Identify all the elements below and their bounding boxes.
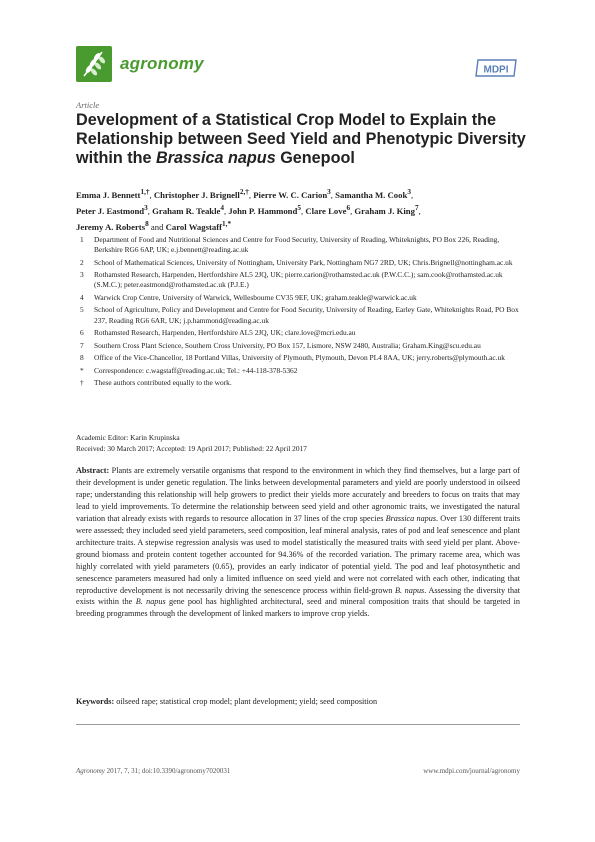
journal-logo[interactable]: [76, 46, 204, 82]
author[interactable]: Christopher J. Brignell$^{2,\dagger}$: [153, 188, 249, 200]
affiliation-list: [76, 235, 526, 391]
abstract-text: . Over 130 different traits were assessed; they included seed yield parameters, seed composition, leaf mineral analysis, rates of pod and leaf senescence and plant architecture traits. A stepwise regression analysis was used to model statistically the measured traits with seed yield per plant. Above-ground biomass and protein content together accounted for 94.36% of the recorded variation. The primary raceme area, which was highly correlated with yield parameters (0.65), provides an early indicator of potential yield. The pod and leaf photosynthetic and senescence parameters measured had only a limited influence on seed yield and were not correlated with each other, indicating that reproductive development is not necessarily driving the senescence process within field-grown: [76, 513, 521, 595]
affiliation-mark: 1: [80, 235, 84, 244]
abstract-text: gene pool has highlighted architectural, seed and mineral composition traits that should be targeted in breeding programmes through the development of linked markers to improve crop yields.: [76, 597, 521, 619]
author-sup: 7: [414, 203, 419, 212]
editorial-info: [76, 433, 307, 454]
affiliation-item: [76, 341, 526, 351]
author-sup: 6: [346, 203, 351, 212]
author[interactable]: Clare Love$^6$: [305, 203, 351, 216]
affiliation-text: Rothamsted Research, Harpenden, Hertfordshire AL5 2JQ, UK; pierre.carion@rothamsted.ac.uk (P.W.C.C.); sam.cook@rothamsted.ac.uk (S.M.C.); peter.eastmond@rothamsted.ac.uk (P.J.E.): [94, 270, 503, 290]
affiliation-text: Office of the Vice-Chancellor, 18 Portland Villas, University of Plymouth, Plymouth, Devon PL4 8AA, UK; jerry.roberts@plymouth.ac.uk: [94, 353, 505, 363]
abstract-text: . Assessing the diversity that exists within the: [76, 585, 520, 607]
abstract-label: Abstract:: [76, 466, 110, 475]
abstract: [76, 465, 520, 620]
author-sup: 2,†: [239, 188, 249, 196]
abstract-text: Plants are extremely versatile organisms that respond to the environment in which they find themselves, but a large part of their development is under genetic regulation. The links between developmental parameters and yield are poorly understood in oilseed rape; understanding this relationship will help growers to predict their yields more accurately and breeders to focus on traits that may lead to yield improvements. To determine the relationship between seed yield and other agronomic traits, we investigated the natural variation that already exists with regards to resource allocation in 37 lines of the crop species: [76, 466, 520, 523]
affiliation-item: [76, 235, 526, 255]
title-species: Brassica napus: [156, 149, 276, 167]
affiliation-item: [76, 270, 526, 290]
author[interactable]: Pierre W. C. Carion$^3$: [253, 188, 331, 200]
affiliation-mark: 3: [80, 270, 84, 280]
affiliation-text: These authors contributed equally to the work.: [94, 378, 232, 388]
footer-citation-text[interactable]: 2017, 7, 31; doi:10.3390/agronomy7020031: [104, 767, 231, 775]
wheat-icon: [76, 46, 112, 82]
author-sup: 3: [144, 203, 148, 212]
author-sup: 5: [297, 203, 301, 212]
affiliation-item: [76, 378, 526, 388]
keywords: [76, 697, 377, 706]
author-sup: 4: [220, 203, 225, 212]
affiliation-mark: 6: [80, 328, 84, 338]
affiliation-mark: 4: [80, 292, 84, 302]
affiliation-text: School of Agriculture, Policy and Development and Centre for Food Security, University of Reading, Earley Gate, Whiteknights Road, PO Box 237, Reading RG6 6AR, UK; j.p.hammond@reading.ac.uk: [94, 305, 519, 325]
journal-name: agronomy: [120, 54, 204, 73]
article-title: [76, 111, 526, 168]
affiliation-text: School of Mathematical Sciences, University of Nottingham, University Park, Nottingham NG7 2RD, UK; Chris.Brignell@nottingham.ac.uk: [94, 257, 513, 267]
affiliation-text: Rothamsted Research, Harpenden, Hertfordshire AL5 2JQ, UK; clare.love@mcri.edu.au: [94, 328, 356, 338]
author[interactable]: Graham R. Teakle$^4$: [152, 203, 225, 216]
affiliation-mark: *: [80, 365, 84, 375]
footer-journal: Agronomy: [76, 767, 105, 775]
footer-divider: [76, 724, 520, 725]
author[interactable]: Graham J. King$^7$: [354, 203, 419, 216]
abstract-species: Brassica napus: [385, 513, 437, 523]
author-sup: 3: [407, 188, 411, 196]
title-text: Development of a Statistical Crop Model to Explain the Relationship between Seed Yield and Phenotypic Diversity within the: [76, 111, 526, 167]
affiliation-item: [76, 305, 526, 325]
affiliation-text: Department of Food and Nutritional Sciences and Centre for Food Security, University of Reading, Whiteknights, PO Box 226, Reading, Berkshire RG6 6AP, UK; e.j.bennett@reading.ac.uk: [94, 235, 500, 255]
author[interactable]: Emma J. Bennett$^{1,\dagger}$: [76, 188, 150, 200]
author-sup: 1,†: [140, 188, 150, 196]
academic-editor: Academic Editor: Karin Krupinska: [76, 433, 180, 442]
abstract-species: B. napus: [135, 597, 166, 607]
title-text-end: Genepool: [275, 149, 355, 167]
keywords-text: oilseed rape; statistical crop model; plant development; yield; seed composition: [114, 697, 378, 706]
author-sup: 8: [145, 219, 149, 228]
affiliation-mark: 7: [80, 340, 84, 350]
affiliation-mark: †: [80, 378, 84, 388]
keywords-label: Keywords:: [76, 697, 115, 706]
article-type: Article: [76, 100, 100, 110]
author-sup: 3: [327, 188, 331, 196]
affiliation-mark: 8: [80, 353, 84, 363]
footer-url[interactable]: www.mdpi.com/journal/agronomy: [423, 767, 520, 775]
affiliation-item: [76, 258, 526, 268]
author[interactable]: Samantha M. Cook$^3$: [335, 188, 411, 200]
author[interactable]: Peter J. Eastmond$^3$: [76, 203, 148, 216]
mdpi-logo-mark: [474, 58, 520, 78]
affiliation-mark: 5: [80, 305, 84, 315]
author-sup: 1,*: [222, 219, 232, 228]
affiliation-text: Warwick Crop Centre, University of Warwick, Wellesbourne CV35 9EF, UK; graham.teakle@warwick.ac.uk: [94, 292, 417, 302]
correspondence-text[interactable]: Correspondence: c.wagstaff@reading.ac.uk; Tel.: +44-118-378-5362: [94, 365, 298, 375]
affiliation-item: [76, 293, 526, 303]
affiliation-item: [76, 353, 526, 363]
affiliation-mark: 2: [80, 257, 84, 267]
article-dates: Received: 30 March 2017; Accepted: 19 April 2017; Published: 22 April 2017: [76, 443, 307, 453]
footer-citation: [76, 767, 230, 775]
author[interactable]: Carol Wagstaff$^{1,*}$: [165, 219, 232, 232]
mdpi-logo[interactable]: [474, 58, 520, 78]
author[interactable]: John P. Hammond$^5$: [228, 203, 301, 216]
affiliation-item: [76, 328, 526, 338]
author[interactable]: Jeremy A. Roberts$^8$: [76, 219, 149, 232]
author-list: Emma J. Bennett$^{1,\dagger}$, Christopher J. Brignell$^{2,\dagger}$, Pierre W. C. Carion$^3$, Samantha M. Cook$^3$, Peter J. Eastmond$^3$, Graham R. Teakle$^4$, John P. Hammond$^5$, Clare Love$^6$, Graham J. King$^7$, Jeremy A. Roberts$^8$ and Carol Wagstaff$^{1,*}$: [76, 188, 421, 232]
affiliation-text: Southern Cross Plant Science, Southern Cross University, PO Box 157, Lismore, NSW 2480, Australia; Graham.King@scu.edu.au: [94, 340, 481, 350]
mdpi-logo-text: MDPI: [483, 64, 509, 76]
affiliation-item: [76, 366, 526, 376]
abstract-species: B. napus: [394, 585, 425, 595]
